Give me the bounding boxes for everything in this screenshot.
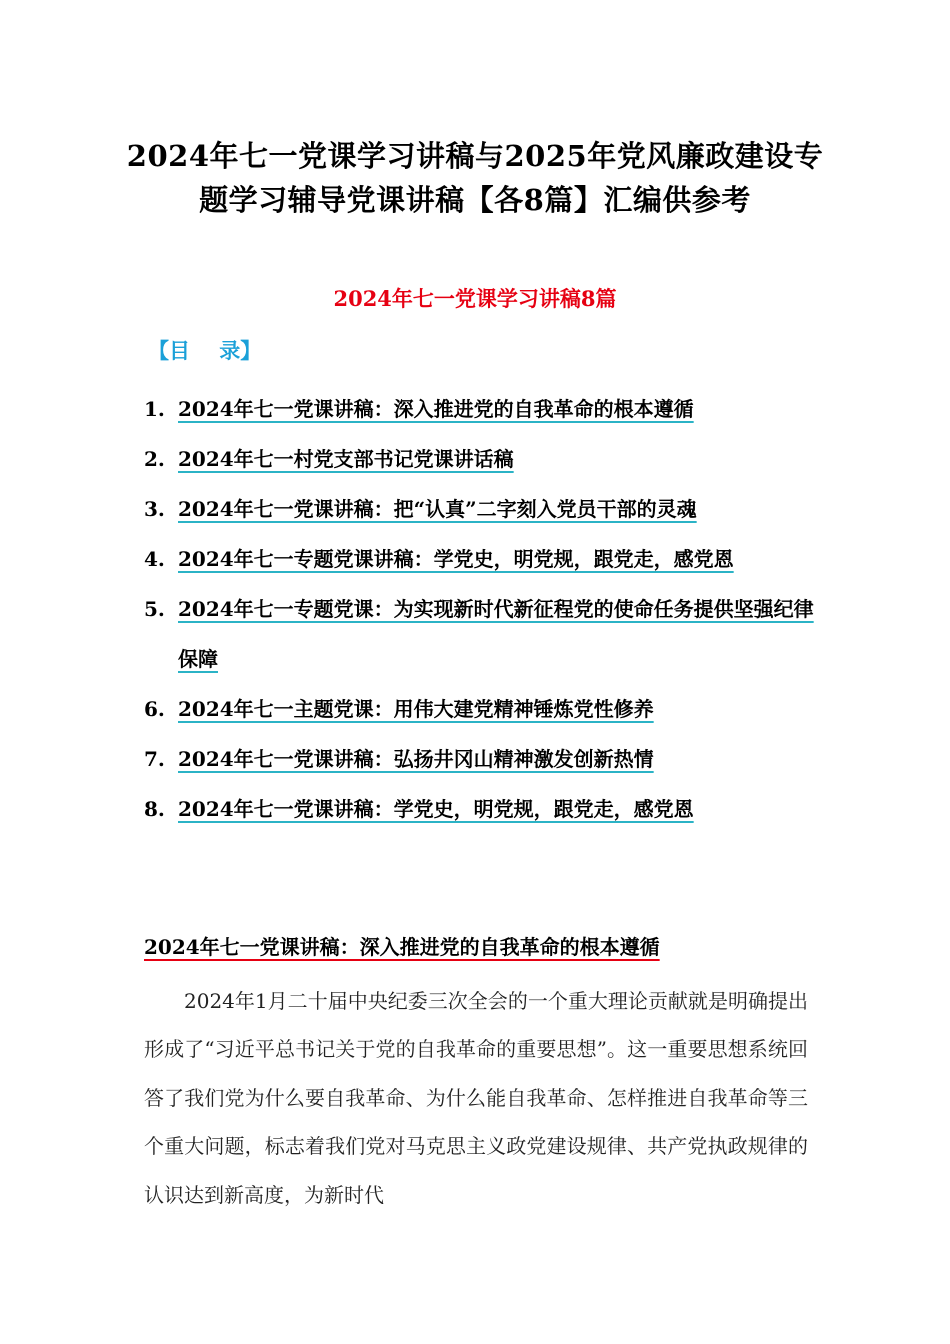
section-title: 2024年七一党课学习讲稿8篇 [333, 286, 617, 311]
table-of-contents [144, 384, 824, 834]
title-line-1: 2024年七一党课学习讲稿与2025年党风廉政建设专 [126, 139, 824, 173]
toc-link[interactable]: 2024年七一专题党课：为实现新时代新征程党的使命任务提供坚强纪律保障 [178, 597, 814, 671]
toc-item[interactable] [144, 584, 824, 684]
toc-link[interactable]: 2024年七一村党支部书记党课讲话稿 [178, 447, 514, 471]
toc-item-number: 2. [144, 447, 165, 471]
article-heading: 2024年七一党课讲稿：深入推进党的自我革命的根本遵循 [144, 935, 660, 959]
toc-link[interactable]: 2024年七一党课讲稿：弘扬井冈山精神激发创新热情 [178, 747, 654, 771]
toc-item[interactable] [144, 684, 824, 734]
toc-item-number: 8. [144, 797, 165, 821]
toc-item[interactable] [144, 534, 824, 584]
toc-link[interactable]: 2024年七一专题党课讲稿：学党史，明党规，跟党走，感党恩 [178, 547, 734, 571]
toc-item-number: 5. [144, 597, 165, 621]
toc-link[interactable]: 2024年七一主题党课：用伟大建党精神锤炼党性修养 [178, 697, 654, 721]
toc-item[interactable] [144, 484, 824, 534]
toc-item-number: 4. [144, 547, 165, 571]
toc-item-number: 3. [144, 497, 165, 521]
toc-item[interactable] [144, 434, 824, 484]
toc-item[interactable] [144, 784, 824, 834]
toc-item-number: 7. [144, 747, 165, 771]
document-title [110, 134, 840, 222]
toc-link[interactable]: 2024年七一党课讲稿：深入推进党的自我革命的根本遵循 [178, 397, 694, 421]
toc-item[interactable] [144, 384, 824, 434]
title-line-2: 题学习辅导党课讲稿【各8篇】汇编供参考 [199, 183, 751, 217]
toc-item-number: 1. [144, 397, 165, 421]
toc-item-number: 6. [144, 697, 165, 721]
toc-heading: 【目 录】 [148, 338, 262, 363]
article-paragraph: 2024年1月二十届中央纪委三次全会的一个重大理论贡献就是明确提出形成了“习近平总书记关于党的自我革命的重要思想”。这一重要思想系统回答了我们党为什么要自我革命、为什么能自我革命、怎样推进自我革命等三个重大问题，标志着我们党对马克思主义政党建设规律、共产党执政规律的认识达到新高度，为新时代 [144, 989, 808, 1207]
toc-link[interactable]: 2024年七一党课讲稿：把“认真”二字刻入党员干部的灵魂 [178, 497, 697, 521]
toc-link[interactable]: 2024年七一党课讲稿：学党史，明党规，跟党走，感党恩 [178, 797, 694, 821]
toc-item[interactable] [144, 734, 824, 784]
